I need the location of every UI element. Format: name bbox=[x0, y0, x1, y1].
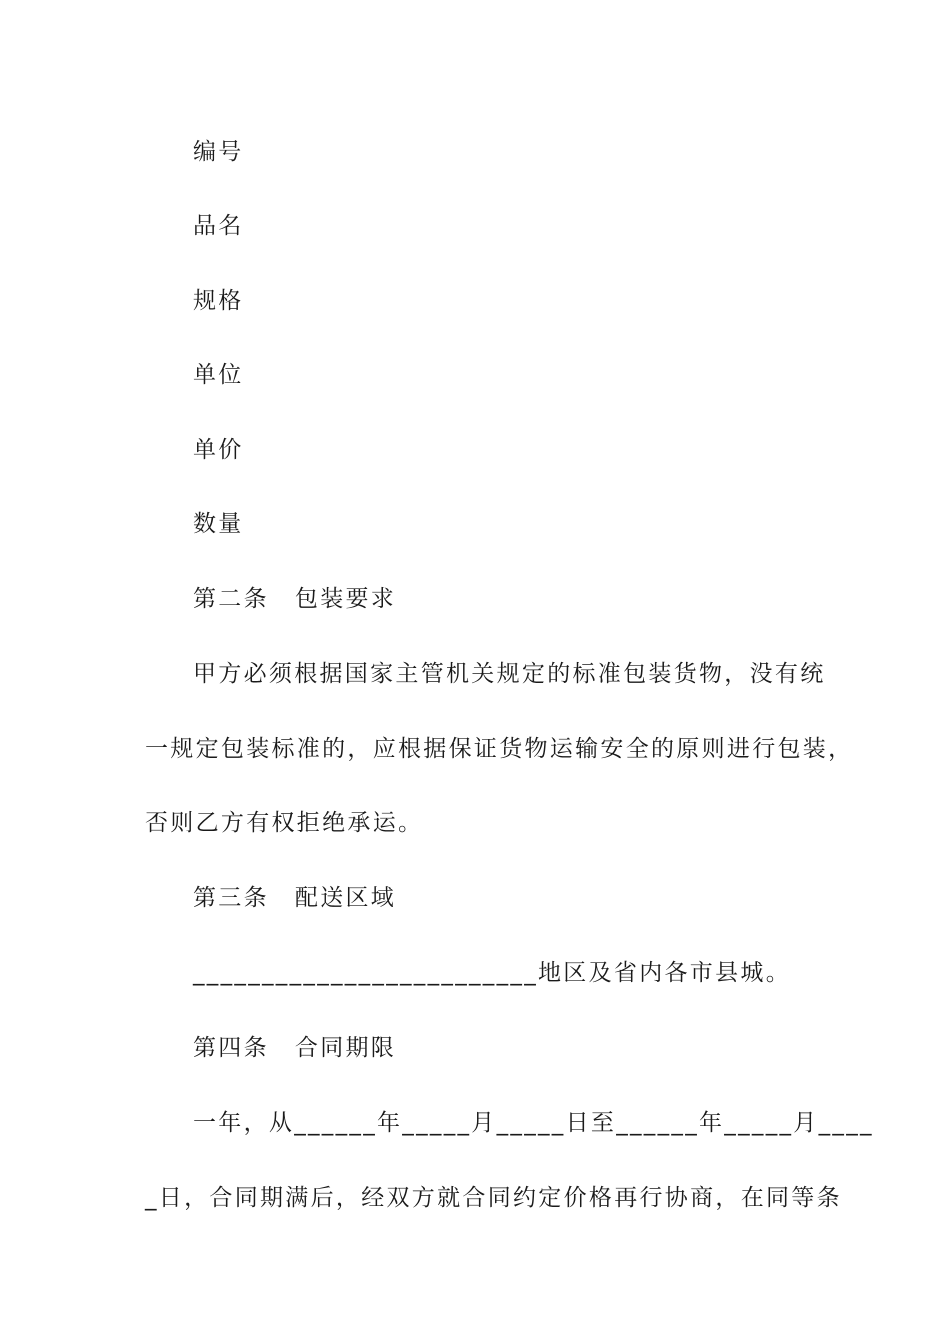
article-4-text-line-2: _日，合同期满后，经双方就合同约定价格再行协商，在同等条 bbox=[145, 1185, 842, 1211]
field-specification: 规格 bbox=[193, 288, 244, 314]
field-quantity: 数量 bbox=[193, 511, 244, 537]
article-3-text: _________________________地区及省内各市县城。 bbox=[193, 960, 791, 986]
article-3-heading bbox=[193, 883, 396, 913]
article-4-number: 第四条 bbox=[193, 1035, 269, 1061]
article-2-title: 包装要求 bbox=[294, 586, 397, 612]
field-number: 编号 bbox=[193, 139, 244, 165]
article-2-number: 第二条 bbox=[193, 586, 269, 612]
article-4-heading bbox=[193, 1033, 396, 1063]
article-4-title: 合同期限 bbox=[294, 1035, 397, 1061]
article-2-text-line-1: 甲方必须根据国家主管机关规定的标准包装货物，没有统 bbox=[193, 661, 826, 687]
field-unit-price: 单价 bbox=[193, 437, 244, 463]
article-3-title: 配送区域 bbox=[294, 885, 397, 911]
field-product-name: 品名 bbox=[193, 213, 244, 239]
article-4-text-line-1: 一年，从______年_____月_____日至______年_____月____ bbox=[193, 1110, 874, 1136]
article-2-heading bbox=[193, 584, 396, 614]
field-unit: 单位 bbox=[193, 362, 244, 388]
article-2-text-line-2: 一规定包装标准的，应根据保证货物运输安全的原则进行包装， bbox=[145, 736, 854, 762]
article-3-number: 第三条 bbox=[193, 885, 269, 911]
article-2-text-line-3: 否则乙方有权拒绝承运。 bbox=[145, 810, 424, 836]
